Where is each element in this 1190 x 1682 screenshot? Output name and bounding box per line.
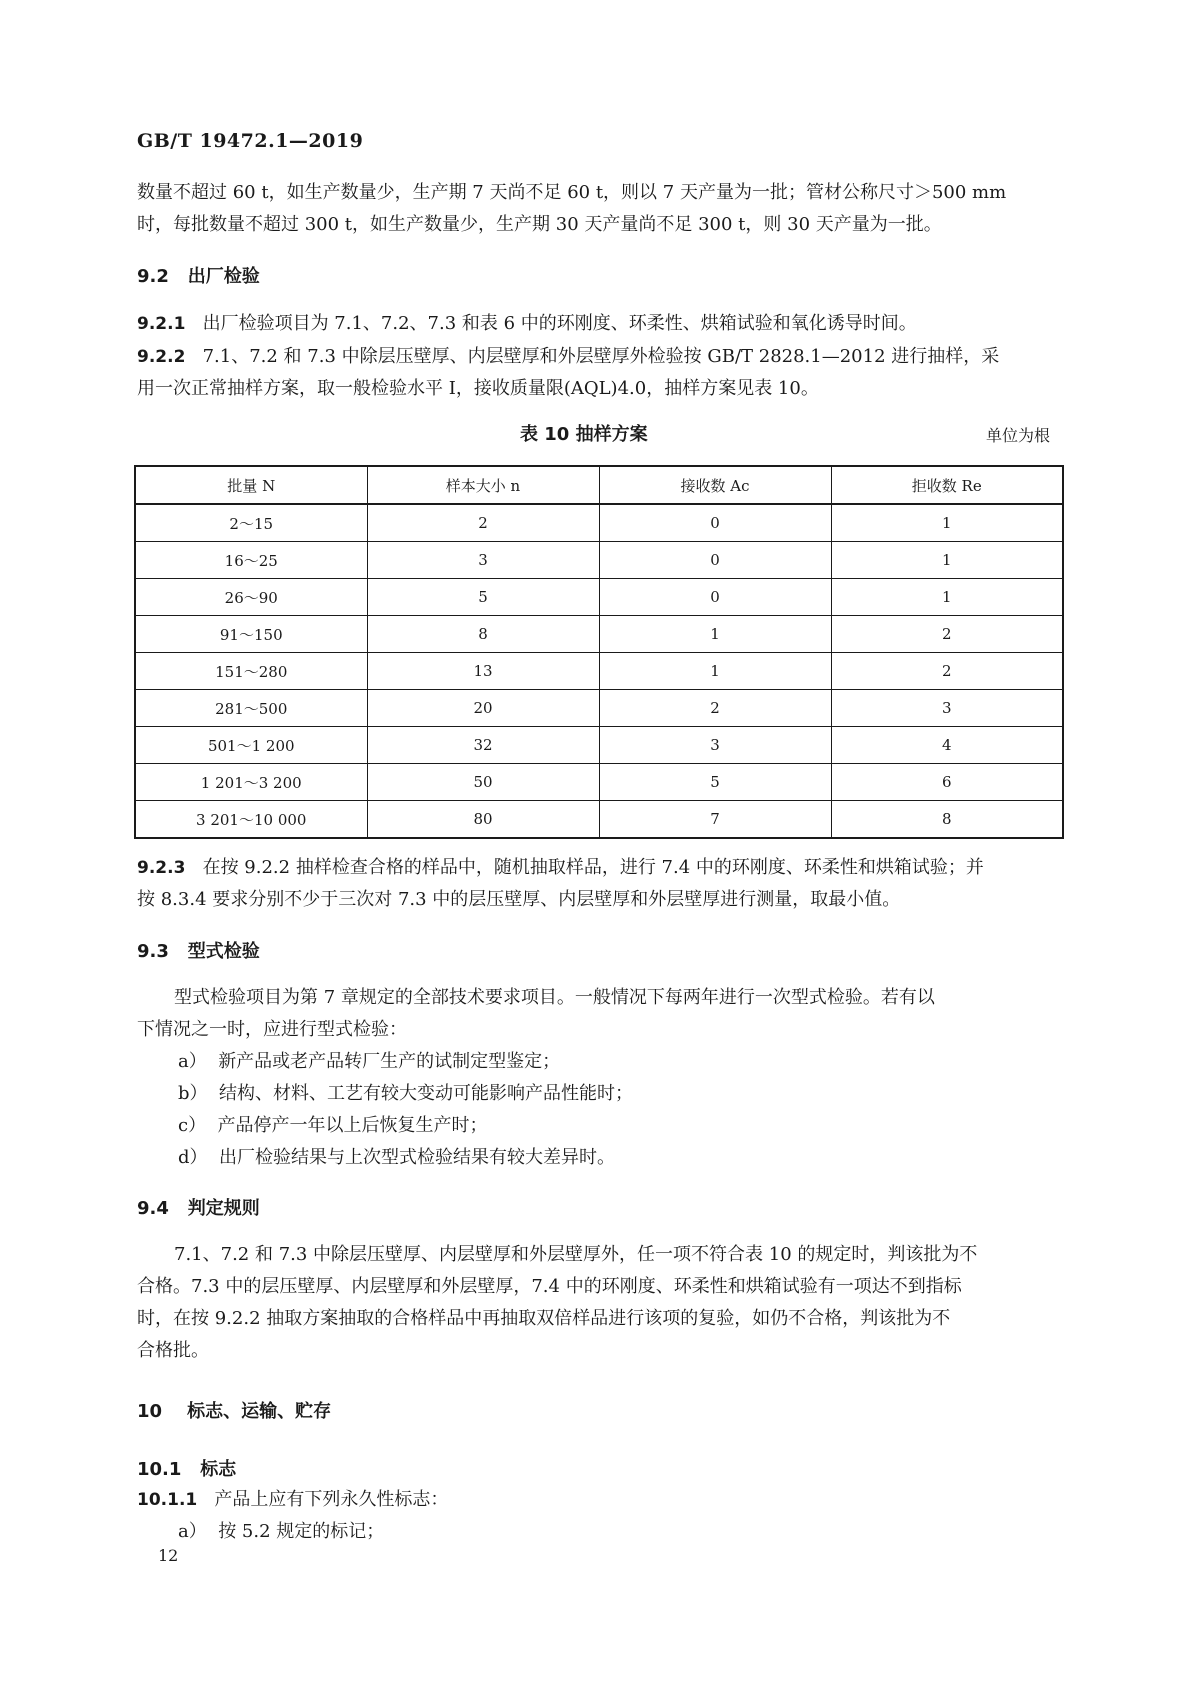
table-caption: 表 10 抽样方案: [520, 424, 648, 445]
section-9-4-line-3: 时，在按 9.2.2 抽取方案抽取的合格样品中再抽取双倍样品进行该项的复验，如仍不合格，判该批为不: [137, 1308, 951, 1329]
clause-number: 9.2.3: [137, 858, 186, 878]
header-lot-size: 批量 N: [135, 466, 367, 504]
header-accept-number: 接收数 Ac: [599, 466, 831, 504]
list-marker: c）: [178, 1115, 207, 1136]
sample-size-cell: 8: [367, 616, 599, 653]
table-row: [135, 616, 1063, 653]
table-row: [135, 801, 1063, 839]
clause-number: 9.2.2: [137, 347, 186, 367]
list-item: [178, 1046, 560, 1078]
chapter-number: 10: [137, 1401, 163, 1422]
list-text: 结构、材料、工艺有较大变动可能影响产品性能时；: [218, 1083, 633, 1104]
reject-cell: 1: [831, 542, 1063, 579]
reject-cell: 8: [831, 801, 1063, 839]
section-9-4-line-4: 合格批。: [137, 1340, 209, 1361]
clause-text: 产品上应有下列永久性标志：: [214, 1489, 449, 1510]
lot-size-cell: 281～500: [135, 690, 367, 727]
list-marker: a）: [178, 1521, 207, 1542]
sample-size-cell: 80: [367, 801, 599, 839]
accept-cell: 5: [599, 764, 831, 801]
table-row: [135, 542, 1063, 579]
section-title: 标志: [200, 1459, 237, 1480]
reject-cell: 1: [831, 579, 1063, 616]
standard-code: GB/T 19472.1—2019: [137, 130, 364, 152]
table-row: [135, 764, 1063, 801]
accept-cell: 0: [599, 579, 831, 616]
list-text: 出厂检验结果与上次型式检验结果有较大差异时。: [218, 1147, 615, 1168]
clause-9-2-3: [137, 852, 984, 884]
section-9-3-heading: [137, 937, 260, 963]
table-row: [135, 579, 1063, 616]
accept-cell: 0: [599, 504, 831, 542]
section-number: 10.1: [137, 1459, 182, 1480]
table-row: [135, 690, 1063, 727]
section-9-4-heading: [137, 1194, 260, 1220]
sample-size-cell: 50: [367, 764, 599, 801]
lot-size-cell: 26～90: [135, 579, 367, 616]
reject-cell: 2: [831, 653, 1063, 690]
list-text: 新产品或老产品转厂生产的试制定型鉴定；: [218, 1051, 561, 1072]
clause-9-2-2-line-2: 用一次正常抽样方案，取一般检验水平 Ⅰ，接收质量限(AQL)4.0，抽样方案见表 10。: [137, 378, 819, 399]
clause-number: 10.1.1: [137, 1490, 198, 1510]
table-row: [135, 727, 1063, 764]
section-title: 出厂检验: [187, 266, 260, 287]
section-number: 9.4: [137, 1198, 169, 1219]
reject-cell: 2: [831, 616, 1063, 653]
accept-cell: 0: [599, 542, 831, 579]
section-title: 型式检验: [187, 941, 260, 962]
clause-number: 9.2.1: [137, 314, 186, 334]
sample-size-cell: 20: [367, 690, 599, 727]
sampling-plan-table: [134, 465, 1064, 839]
reject-cell: 6: [831, 764, 1063, 801]
reject-cell: 3: [831, 690, 1063, 727]
page-number: 12: [158, 1546, 179, 1565]
list-item: [178, 1516, 384, 1548]
table-row: [135, 504, 1063, 542]
clause-9-2-3-line-2: 按 8.3.4 要求分别不少于三次对 7.3 中的层压壁厚、内层壁厚和外层壁厚进行测量，取最小值。: [137, 889, 901, 910]
clause-9-2-2: [137, 341, 999, 373]
clause-text: 7.1、7.2 和 7.3 中除层压壁厚、内层壁厚和外层壁厚外检验按 GB/T 2828.1—2012 进行抽样，采: [202, 346, 1000, 367]
lot-size-cell: 2～15: [135, 504, 367, 542]
lot-size-cell: 151～280: [135, 653, 367, 690]
list-item: [178, 1142, 615, 1174]
accept-cell: 3: [599, 727, 831, 764]
list-item: [178, 1110, 488, 1142]
lot-size-cell: 3 201～10 000: [135, 801, 367, 839]
list-item: [178, 1078, 633, 1110]
lot-size-cell: 501～1 200: [135, 727, 367, 764]
chapter-title: 标志、运输、贮存: [187, 1401, 332, 1422]
sample-size-cell: 2: [367, 504, 599, 542]
reject-cell: 1: [831, 504, 1063, 542]
list-text: 按 5.2 规定的标记；: [218, 1521, 385, 1542]
lot-size-cell: 1 201～3 200: [135, 764, 367, 801]
sample-size-cell: 3: [367, 542, 599, 579]
accept-cell: 1: [599, 616, 831, 653]
clause-9-2-1: [137, 308, 917, 340]
section-9-3-line-2: 下情况之一时，应进行型式检验：: [137, 1019, 407, 1040]
section-9-4-line-2: 合格。7.3 中的层压壁厚、内层壁厚和外层壁厚，7.4 中的环刚度、环柔性和烘箱试验有一项达不到指标: [137, 1276, 962, 1297]
list-text: 产品停产一年以上后恢复生产时；: [217, 1115, 488, 1136]
lot-size-cell: 16～25: [135, 542, 367, 579]
list-marker: a）: [178, 1051, 207, 1072]
sample-size-cell: 5: [367, 579, 599, 616]
table-row: [135, 653, 1063, 690]
section-10-1-heading: [137, 1455, 236, 1481]
list-marker: b）: [178, 1083, 208, 1104]
sample-size-cell: 32: [367, 727, 599, 764]
intro-line-1: 数量不超过 60 t，如生产数量少，生产期 7 天尚不足 60 t，则以 7 天产量为一批；管材公称尺寸＞500 mm: [137, 182, 1007, 203]
section-number: 9.3: [137, 941, 169, 962]
lot-size-cell: 91～150: [135, 616, 367, 653]
accept-cell: 7: [599, 801, 831, 839]
header-reject-number: 拒收数 Re: [831, 466, 1063, 504]
section-9-4-line-1: 7.1、7.2 和 7.3 中除层压壁厚、内层壁厚和外层壁厚外，任一项不符合表 10 的规定时，判该批为不: [174, 1244, 978, 1265]
table-unit: 单位为根: [986, 426, 1051, 445]
accept-cell: 2: [599, 690, 831, 727]
section-number: 9.2: [137, 266, 169, 287]
table-header-row: [135, 466, 1063, 504]
clause-10-1-1: [137, 1484, 448, 1516]
chapter-10-heading: [137, 1397, 331, 1423]
reject-cell: 4: [831, 727, 1063, 764]
clause-text: 在按 9.2.2 抽样检查合格的样品中，随机抽取样品，进行 7.4 中的环刚度、环柔性和烘箱试验；并: [202, 857, 984, 878]
list-marker: d）: [178, 1147, 208, 1168]
section-9-3-line-1: 型式检验项目为第 7 章规定的全部技术要求项目。一般情况下每两年进行一次型式检验。若有以: [174, 987, 935, 1008]
header-sample-size: 样本大小 n: [367, 466, 599, 504]
sample-size-cell: 13: [367, 653, 599, 690]
clause-text: 出厂检验项目为 7.1、7.2、7.3 和表 6 中的环刚度、环柔性、烘箱试验和氧化诱导时间。: [202, 313, 917, 334]
accept-cell: 1: [599, 653, 831, 690]
section-title: 判定规则: [187, 1198, 260, 1219]
intro-line-2: 时，每批数量不超过 300 t，如生产数量少，生产期 30 天产量尚不足 300 t，则 30 天产量为一批。: [137, 214, 942, 235]
section-9-2-heading: [137, 262, 260, 288]
